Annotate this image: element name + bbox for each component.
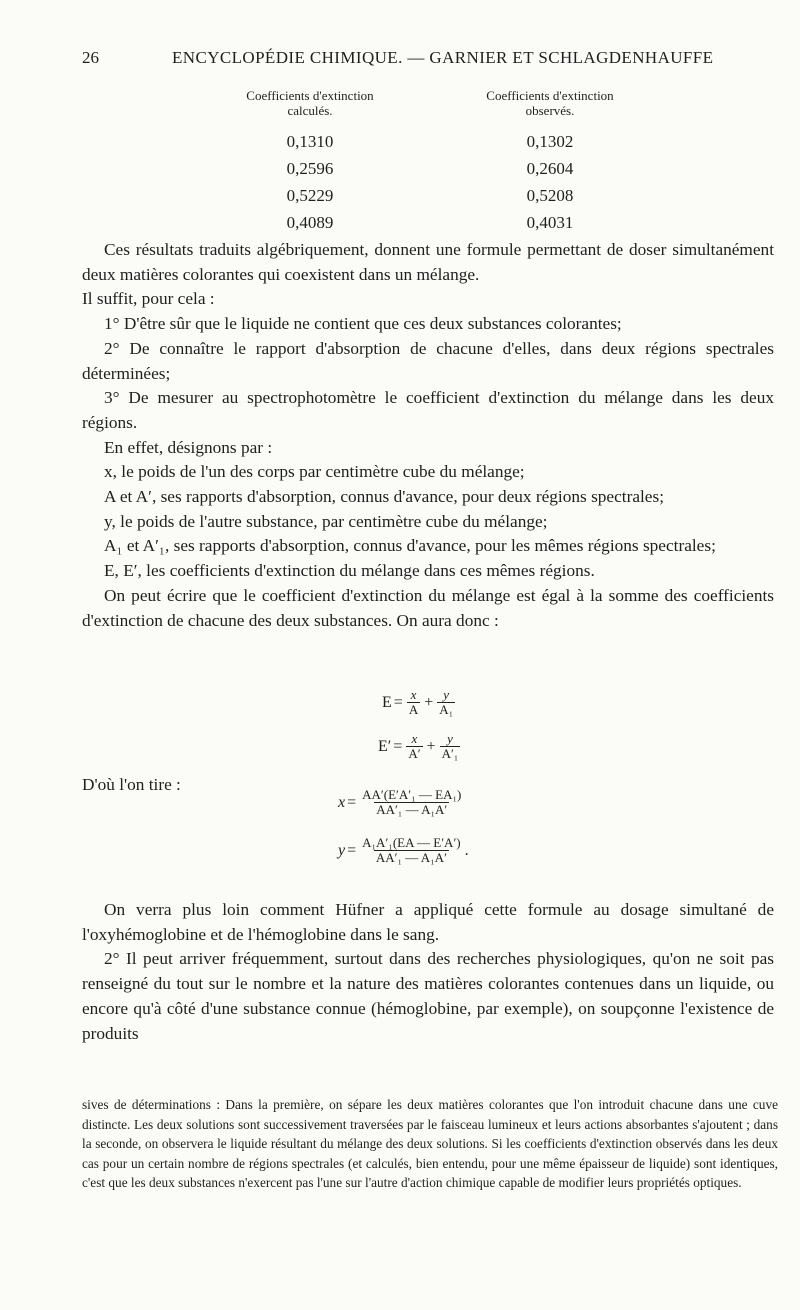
eq1-den2: A₁: [439, 702, 454, 717]
calculated-value: 0,2596: [286, 159, 334, 178]
eq4-den: AA′₁ — A₁A′: [375, 850, 447, 865]
equation-e: E = $\frac{x}{A}$ + $\frac{y}{\text{A₁}}$: [382, 687, 454, 717]
eq2-lhs: E′: [378, 737, 392, 755]
observed-header-line-1: Coefficients d'extinction: [486, 88, 614, 103]
paragraph: En effet, désignons par :: [104, 437, 273, 457]
calculated-header-line-2: calculés.: [287, 103, 333, 118]
observed-value: 0,5208: [526, 186, 574, 205]
equation-e-prime: E′ = $\frac{x}{A'}$ + $\frac{y}{\text{A′₁}}$: [378, 731, 459, 761]
observed-value: 0,4031: [526, 213, 574, 232]
paragraph: 3° De mesurer au spectrophotomètre le coefficient d'extinction du mélange dans les deux régions.: [82, 388, 774, 432]
paragraph: x, le poids de l'un des corps par centimètre cube du mélange;: [104, 462, 525, 482]
observed-header-line-2: observés.: [525, 103, 575, 118]
doou-label: D'où l'on tire :: [82, 775, 181, 794]
eq3-lhs: x: [338, 793, 346, 811]
eq1-lhs: E: [382, 693, 392, 711]
observed-value: 0,1302: [526, 132, 574, 151]
paragraph: 2° Il peut arriver fréquemment, surtout dans des recherches physiologiques, qu'on ne soit pas renseigné du tout sur le nombre et la nature des matières colorantes contenues dans un liquide, ou encore qu'à côté d'une substance connue (hémoglobine, par exemple), on soupçonne l'existence de produits: [82, 949, 774, 1043]
eq4-lhs: y: [338, 841, 346, 859]
paragraph: On peut écrire que le coefficient d'extinction du mélange est égal à la somme des coefficients d'extinction de chacune des deux substances. On aura donc :: [82, 585, 774, 630]
paragraph: E, E′, les coefficients d'extinction du mélange dans ces mêmes régions.: [104, 561, 595, 581]
eq4-num: A₁A′₁(EA — E′A′): [362, 835, 461, 850]
paragraph: On verra plus loin comment Hüfner a appliqué cette formule au dosage simultané de l'oxyhémoglobine et de l'hémoglobine dans le sang.: [82, 900, 774, 944]
formula-block: [82, 688, 774, 878]
equation-y: y = $\frac{\text{A₁A′₁(EA — E′A′)}}{\text{AA′₁ — A₁A′}}$ .: [338, 835, 469, 865]
eq1-num1: x: [410, 687, 417, 702]
calculated-value: 0,1310: [286, 132, 334, 151]
paragraph: y, le poids de l'autre substance, par centimètre cube du mélange;: [104, 511, 548, 531]
eq2-den2: A′₁: [441, 746, 459, 761]
paragraph: A et A′, ses rapports d'absorption, connus d'avance, pour deux régions spectrales;: [104, 487, 664, 507]
eq2-num2: y: [447, 731, 453, 746]
main-text: [82, 238, 774, 633]
calculated-header-line-1: Coefficients d'extinction: [246, 88, 374, 103]
running-title: ENCYCLOPÉDIE CHIMIQUE. — GARNIER ET SCHLAGDENHAUFFE: [172, 48, 714, 67]
eq1-den1: A: [408, 702, 419, 717]
eq2-den1: A′: [408, 746, 421, 761]
calculated-value: 0,4089: [286, 213, 334, 232]
observed-value: 0,2604: [526, 159, 574, 178]
main-text-continued: [82, 898, 774, 1046]
equation-x: x = $\frac{\text{AA′(E′A′₁ — EA₁)}}{\text{AA′₁ — A₁A′}}$: [338, 787, 462, 817]
footnote: sives de déterminations : Dans la première, on sépare les deux matières colorantes que l'on introduit chacune dans une cuve distincte. Les deux solutions sont successivement traversées par le faisceau lumineux et leurs actions absorbantes s'ajoutent ; dans la seconde, on observera le liquide résultant du mélange des deux solutions. Si les coefficients d'extinction observés dans les deux cas pour un certain nombre de régions spectrales (et calculés, bien entendu, pour une même épaisseur de liquide) sont identiques, c'est que les deux substances n'exercent pas l'une sur l'autre d'action chimique capable de modifier leurs propriétés optiques.: [82, 1097, 778, 1191]
eq1-num2: y: [443, 687, 450, 702]
page-number: 26: [82, 48, 99, 67]
eq2-num1: x: [411, 731, 418, 746]
eq3-num: AA′(E′A′₁ — EA₁): [362, 787, 462, 802]
eq3-den: AA′₁ — A₁A′: [376, 802, 448, 817]
paragraph: 1° D'être sûr que le liquide ne contient que ces deux substances colorantes;: [104, 314, 622, 334]
paragraph: 2° De connaître le rapport d'absorption de chacune d'elles, dans deux régions spectrales déterminées;: [82, 338, 774, 383]
paragraph: A₁ et A′₁, ses rapports d'absorption, connus d'avance, pour les mêmes régions spectrales;: [104, 536, 716, 556]
observed-column: [440, 88, 660, 236]
calculated-column: [200, 88, 420, 236]
calculated-value: 0,5229: [286, 186, 334, 205]
eq4-tail: .: [464, 841, 469, 859]
paragraph: Ces résultats traduits algébriquement, donnent une formule permettant de doser simultanément deux matières colorantes qui coexistent dans un mélange.: [82, 240, 774, 284]
paragraph: Il suffit, pour cela :: [82, 289, 215, 309]
page-header: [82, 48, 714, 70]
